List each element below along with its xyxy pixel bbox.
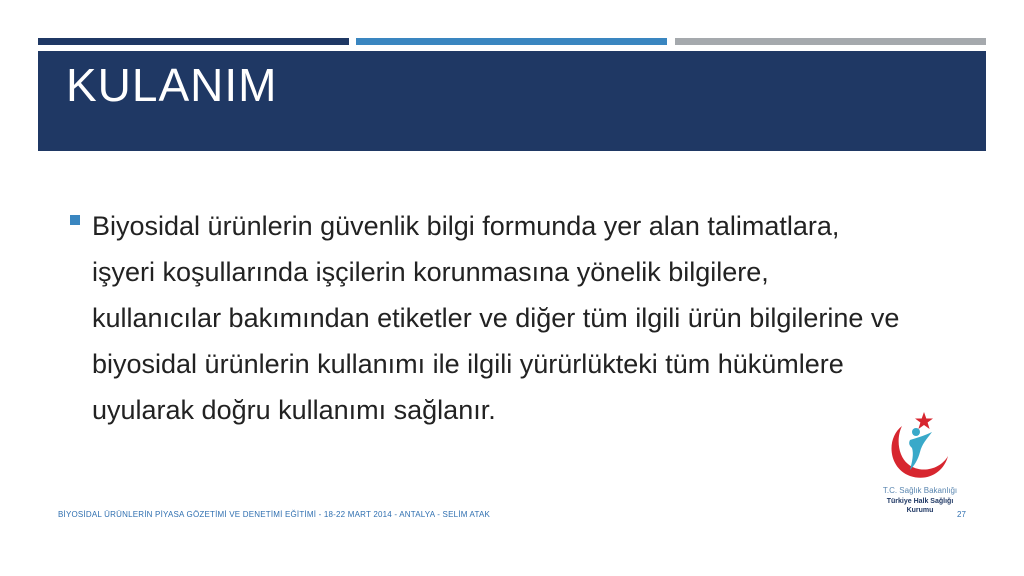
square-bullet-icon — [70, 215, 80, 225]
accent-bar-blue — [356, 38, 667, 45]
ministry-logo — [868, 408, 972, 520]
bullet-text: Biyosidal ürünlerin güvenlik bilgi formunda yer alan talimatlara, işyeri koşullarında işçilerin korunmasına yönelik bilgilere, kullanıcılar bakımından etiketler ve diğer tüm ilgili ürün bilgilerine ve biyosidal ürünlerin kullanımı ile ilgili yürürlükteki tüm hükümlere uyularak doğru kullanımı sağlanır. — [92, 211, 900, 425]
logo-institution-name: Türkiye Halk Sağlığı — [886, 498, 954, 505]
page-number: 27 — [957, 510, 966, 519]
logo-institution-name-2: Kurumu — [906, 507, 934, 514]
health-ministry-crescent-star-figure-icon — [880, 408, 960, 486]
accent-bar-gray — [675, 38, 986, 45]
slide-content — [70, 203, 900, 433]
footer-text: BİYOSİDAL ÜRÜNLERİN PİYASA GÖZETİMİ VE DENETİMİ EĞİTİMİ - 18-22 MART 2014 - ANTALYA - SELİM ATAK — [58, 510, 491, 519]
logo-ministry-name: T.C. Sağlık Bakanlığı — [882, 486, 958, 495]
accent-bar-navy — [38, 38, 349, 45]
slide-title: KULANIM — [66, 59, 278, 111]
